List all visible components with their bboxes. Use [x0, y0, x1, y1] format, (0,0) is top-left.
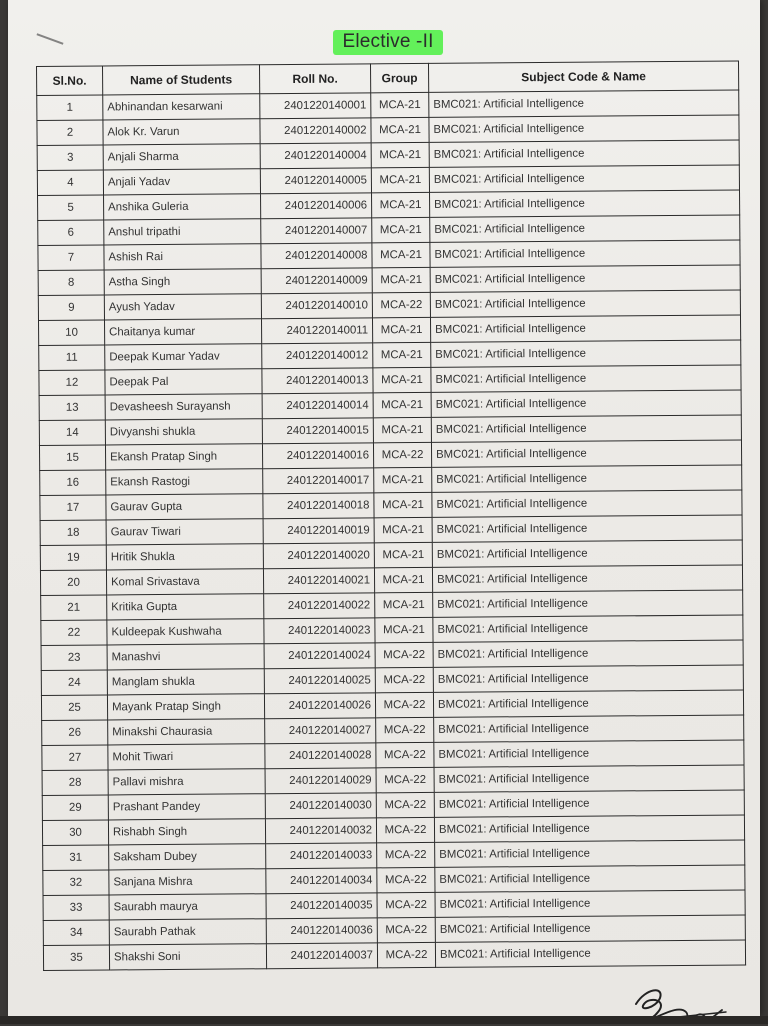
col-header-name: Name of Students — [103, 65, 260, 95]
cell-subject: BMC021: Artificial Intelligence — [432, 465, 742, 492]
cell-student-name: Hritik Shukla — [106, 544, 263, 570]
cell-group: MCA-22 — [377, 917, 435, 942]
cell-roll-no: 2401220140037 — [266, 943, 377, 969]
cell-roll-no: 2401220140012 — [262, 343, 373, 369]
cell-sl-no: 9 — [38, 295, 104, 321]
cell-group: MCA-21 — [375, 617, 433, 642]
cell-group: MCA-21 — [373, 392, 431, 417]
cell-student-name: Anshul tripathi — [104, 219, 261, 245]
cell-group: MCA-22 — [375, 667, 433, 692]
cell-student-name: Anjali Sharma — [103, 144, 260, 170]
cell-group: MCA-21 — [371, 142, 429, 167]
cell-sl-no: 32 — [43, 870, 109, 896]
cell-roll-no: 2401220140026 — [264, 693, 375, 719]
cell-sl-no: 12 — [39, 370, 105, 396]
cell-subject: BMC021: Artificial Intelligence — [435, 940, 745, 967]
cell-roll-no: 2401220140009 — [261, 268, 372, 294]
cell-student-name: Ekansh Rastogi — [106, 469, 263, 495]
cell-sl-no: 27 — [42, 745, 108, 771]
cell-sl-no: 8 — [38, 270, 104, 296]
cell-sl-no: 11 — [39, 345, 105, 371]
cell-group: MCA-21 — [372, 267, 430, 292]
cell-sl-no: 25 — [41, 695, 107, 721]
cell-subject: BMC021: Artificial Intelligence — [433, 690, 743, 717]
cell-student-name: Minakshi Chaurasia — [108, 719, 265, 745]
student-table — [36, 60, 746, 970]
cell-roll-no: 2401220140030 — [265, 793, 376, 819]
cell-subject: BMC021: Artificial Intelligence — [430, 190, 740, 217]
cell-roll-no: 2401220140017 — [263, 468, 374, 494]
cell-roll-no: 2401220140033 — [266, 843, 377, 869]
cell-group: MCA-21 — [374, 492, 432, 517]
cell-student-name: Ashish Rai — [104, 244, 261, 270]
cell-subject: BMC021: Artificial Intelligence — [431, 340, 741, 367]
cell-group: MCA-22 — [373, 442, 431, 467]
cell-student-name: Komal Srivastava — [106, 569, 263, 595]
cell-sl-no: 26 — [42, 720, 108, 746]
cell-sl-no: 13 — [39, 395, 105, 421]
cell-student-name: Rishabh Singh — [108, 819, 265, 845]
cell-student-name: Anjali Yadav — [103, 169, 260, 195]
cell-subject: BMC021: Artificial Intelligence — [433, 665, 743, 692]
col-header-sl-no: Sl.No. — [37, 66, 103, 96]
header — [0, 30, 768, 55]
cell-group: MCA-22 — [377, 867, 435, 892]
cell-subject: BMC021: Artificial Intelligence — [434, 790, 744, 817]
cell-group: MCA-21 — [371, 167, 429, 192]
cell-roll-no: 2401220140025 — [264, 668, 375, 694]
cell-group: MCA-22 — [376, 817, 434, 842]
cell-student-name: Anshika Guleria — [104, 194, 261, 220]
cell-roll-no: 2401220140002 — [260, 118, 371, 144]
cell-group: MCA-21 — [372, 192, 430, 217]
col-header-roll-no: Roll No. — [259, 64, 370, 94]
cell-sl-no: 22 — [41, 620, 107, 646]
cell-subject: BMC021: Artificial Intelligence — [431, 440, 741, 467]
cell-subject: BMC021: Artificial Intelligence — [429, 115, 739, 142]
cell-student-name: Chaitanya kumar — [104, 319, 261, 345]
cell-student-name: Saksham Dubey — [109, 844, 266, 870]
cell-student-name: Alok Kr. Varun — [103, 119, 260, 145]
cell-student-name: Abhinandan kesarwani — [103, 94, 260, 120]
col-header-group: Group — [370, 63, 428, 92]
cell-roll-no: 2401220140034 — [266, 868, 377, 894]
cell-student-name: Manashvi — [107, 644, 264, 670]
cell-subject: BMC021: Artificial Intelligence — [430, 240, 740, 267]
cell-roll-no: 2401220140005 — [260, 168, 371, 194]
cell-sl-no: 3 — [37, 145, 103, 171]
cell-group: MCA-22 — [377, 942, 435, 967]
cell-subject: BMC021: Artificial Intelligence — [430, 265, 740, 292]
cell-group: MCA-21 — [372, 317, 430, 342]
cell-group: MCA-22 — [375, 692, 433, 717]
table-row — [43, 940, 745, 971]
cell-student-name: Ayush Yadav — [104, 294, 261, 320]
cell-group: MCA-21 — [372, 242, 430, 267]
cell-subject: BMC021: Artificial Intelligence — [435, 840, 745, 867]
cell-student-name: Deepak Kumar Yadav — [105, 344, 262, 370]
cell-sl-no: 16 — [40, 470, 106, 496]
cell-subject: BMC021: Artificial Intelligence — [433, 615, 743, 642]
cell-sl-no: 34 — [43, 920, 109, 946]
cell-student-name: Deepak Pal — [105, 369, 262, 395]
cell-roll-no: 2401220140016 — [262, 443, 373, 469]
cell-group: MCA-22 — [375, 642, 433, 667]
cell-student-name: Shakshi Soni — [109, 944, 266, 970]
cell-sl-no: 21 — [41, 595, 107, 621]
cell-roll-no: 2401220140029 — [265, 768, 376, 794]
cell-subject: BMC021: Artificial Intelligence — [434, 740, 744, 767]
cell-sl-no: 1 — [37, 95, 103, 121]
cell-roll-no: 2401220140032 — [265, 818, 376, 844]
cell-student-name: Sanjana Mishra — [109, 869, 266, 895]
cell-group: MCA-21 — [372, 217, 430, 242]
cell-roll-no: 2401220140004 — [260, 143, 371, 169]
cell-sl-no: 2 — [37, 120, 103, 146]
cell-subject: BMC021: Artificial Intelligence — [435, 865, 745, 892]
cell-group: MCA-22 — [376, 742, 434, 767]
cell-subject: BMC021: Artificial Intelligence — [431, 390, 741, 417]
cell-student-name: Mohit Tiwari — [108, 744, 265, 770]
cell-sl-no: 24 — [41, 670, 107, 696]
cell-sl-no: 5 — [38, 195, 104, 221]
cell-student-name: Mayank Pratap Singh — [107, 694, 264, 720]
cell-student-name: Kritika Gupta — [107, 594, 264, 620]
cell-subject: BMC021: Artificial Intelligence — [431, 365, 741, 392]
cell-subject: BMC021: Artificial Intelligence — [432, 490, 742, 517]
cell-roll-no: 2401220140020 — [263, 543, 374, 569]
col-header-subject: Subject Code & Name — [428, 61, 738, 92]
cell-subject: BMC021: Artificial Intelligence — [431, 415, 741, 442]
cell-sl-no: 31 — [43, 845, 109, 871]
cell-student-name: Astha Singh — [104, 269, 261, 295]
cell-roll-no: 2401220140027 — [265, 718, 376, 744]
cell-subject: BMC021: Artificial Intelligence — [434, 715, 744, 742]
cell-student-name: Saurabh Pathak — [109, 919, 266, 945]
cell-subject: BMC021: Artificial Intelligence — [429, 140, 739, 167]
cell-group: MCA-21 — [373, 367, 431, 392]
cell-group: MCA-21 — [374, 542, 432, 567]
cell-group: MCA-21 — [371, 117, 429, 142]
page-title: Elective -II — [333, 30, 442, 55]
cell-student-name: Ekansh Pratap Singh — [105, 444, 262, 470]
cell-group: MCA-22 — [377, 892, 435, 917]
cell-group: MCA-21 — [374, 467, 432, 492]
cell-subject: BMC021: Artificial Intelligence — [430, 290, 740, 317]
cell-roll-no: 2401220140021 — [263, 568, 374, 594]
cell-subject: BMC021: Artificial Intelligence — [430, 215, 740, 242]
cell-roll-no: 2401220140015 — [262, 418, 373, 444]
cell-sl-no: 14 — [39, 420, 105, 446]
cell-group: MCA-22 — [376, 767, 434, 792]
cell-sl-no: 6 — [38, 220, 104, 246]
cell-group: MCA-21 — [371, 92, 429, 117]
cell-sl-no: 7 — [38, 245, 104, 271]
cell-subject: BMC021: Artificial Intelligence — [432, 565, 742, 592]
cell-subject: BMC021: Artificial Intelligence — [432, 540, 742, 567]
cell-group: MCA-21 — [374, 567, 432, 592]
cell-group: MCA-21 — [373, 417, 431, 442]
cell-student-name: Manglam shukla — [107, 669, 264, 695]
cell-student-name: Kuldeepak Kushwaha — [107, 619, 264, 645]
cell-group: MCA-22 — [376, 792, 434, 817]
cell-roll-no: 2401220140010 — [261, 293, 372, 319]
cell-roll-no: 2401220140006 — [261, 193, 372, 219]
cell-subject: BMC021: Artificial Intelligence — [430, 315, 740, 342]
cell-sl-no: 30 — [42, 820, 108, 846]
cell-roll-no: 2401220140007 — [261, 218, 372, 244]
cell-student-name: Prashant Pandey — [108, 794, 265, 820]
cell-group: MCA-21 — [374, 517, 432, 542]
cell-sl-no: 33 — [43, 895, 109, 921]
cell-subject: BMC021: Artificial Intelligence — [429, 90, 739, 117]
cell-roll-no: 2401220140013 — [262, 368, 373, 394]
cell-sl-no: 35 — [43, 945, 109, 971]
cell-roll-no: 2401220140035 — [266, 893, 377, 919]
cell-subject: BMC021: Artificial Intelligence — [435, 890, 745, 917]
cell-student-name: Gaurav Gupta — [106, 494, 263, 520]
cell-subject: BMC021: Artificial Intelligence — [435, 915, 745, 942]
cell-roll-no: 2401220140022 — [264, 593, 375, 619]
cell-subject: BMC021: Artificial Intelligence — [429, 165, 739, 192]
cell-student-name: Divyanshi shukla — [105, 419, 262, 445]
cell-roll-no: 2401220140036 — [266, 918, 377, 944]
bottom-edge — [0, 1016, 768, 1024]
cell-roll-no: 2401220140018 — [263, 493, 374, 519]
cell-roll-no: 2401220140008 — [261, 243, 372, 269]
cell-roll-no: 2401220140011 — [261, 318, 372, 344]
cell-roll-no: 2401220140024 — [264, 643, 375, 669]
cell-subject: BMC021: Artificial Intelligence — [432, 515, 742, 542]
cell-roll-no: 2401220140014 — [262, 393, 373, 419]
cell-sl-no: 20 — [40, 570, 106, 596]
cell-group: MCA-22 — [372, 292, 430, 317]
cell-student-name: Pallavi mishra — [108, 769, 265, 795]
cell-sl-no: 29 — [42, 795, 108, 821]
cell-sl-no: 19 — [40, 545, 106, 571]
cell-sl-no: 28 — [42, 770, 108, 796]
cell-roll-no: 2401220140023 — [264, 618, 375, 644]
cell-sl-no: 4 — [37, 170, 103, 196]
cell-sl-no: 10 — [38, 320, 104, 346]
table-body — [37, 90, 746, 970]
cell-student-name: Gaurav Tiwari — [106, 519, 263, 545]
cell-sl-no: 15 — [39, 445, 105, 471]
cell-student-name: Devasheesh Surayansh — [105, 394, 262, 420]
cell-subject: BMC021: Artificial Intelligence — [434, 815, 744, 842]
cell-group: MCA-21 — [375, 592, 433, 617]
cell-subject: BMC021: Artificial Intelligence — [434, 765, 744, 792]
cell-student-name: Saurabh maurya — [109, 894, 266, 920]
cell-group: MCA-22 — [377, 842, 435, 867]
cell-sl-no: 18 — [40, 520, 106, 546]
cell-subject: BMC021: Artificial Intelligence — [433, 640, 743, 667]
cell-roll-no: 2401220140001 — [260, 93, 371, 119]
cell-group: MCA-21 — [373, 342, 431, 367]
cell-sl-no: 23 — [41, 645, 107, 671]
cell-subject: BMC021: Artificial Intelligence — [433, 590, 743, 617]
cell-roll-no: 2401220140028 — [265, 743, 376, 769]
cell-sl-no: 17 — [40, 495, 106, 521]
cell-group: MCA-22 — [376, 717, 434, 742]
cell-roll-no: 2401220140019 — [263, 518, 374, 544]
